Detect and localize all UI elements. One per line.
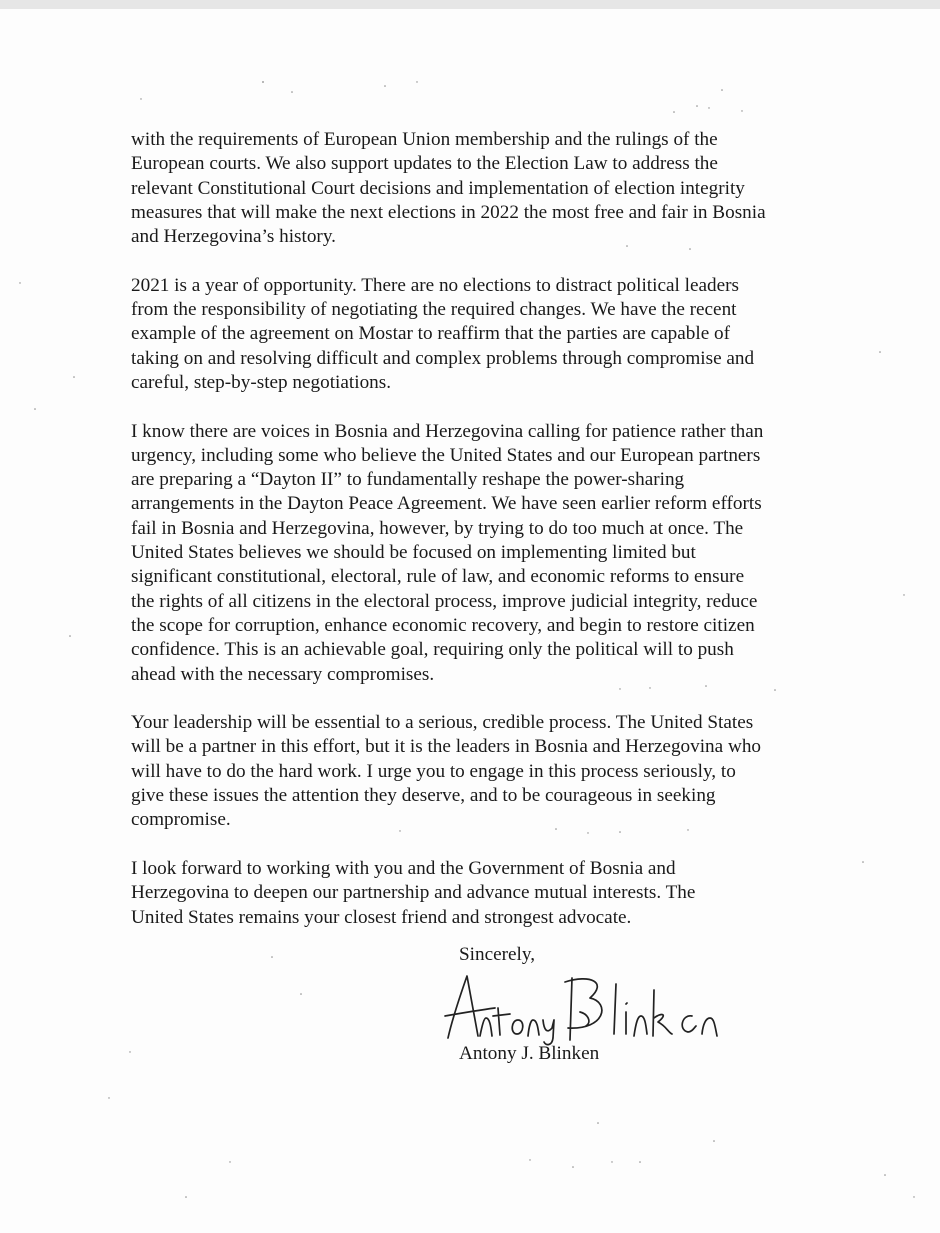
paragraph-4 (131, 711, 851, 832)
text-line: and Herzegovina’s history. (131, 226, 336, 248)
text-line: measures that will make the next elections in 2022 the most free and fair in Bosnia (131, 201, 766, 223)
text-line: are preparing a “Dayton II” to fundamentally reshape the power-sharing (131, 469, 685, 491)
text-line: 2021 is a year of opportunity. There are no elections to distract political leaders (131, 274, 739, 296)
text-line: with the requirements of European Union membership and the rulings of the (131, 129, 718, 150)
paragraph-1 (131, 128, 851, 249)
closing-salutation: Sincerely, (459, 944, 536, 965)
text-line: I know there are voices in Bosnia and Herzegovina calling for patience rather than (131, 420, 764, 442)
text-line: Your leadership will be essential to a serious, credible process. The United States (131, 712, 754, 734)
text-line: United States believes we should be focused on implementing limited but (131, 542, 696, 564)
paragraph-2 (131, 274, 851, 395)
text-line: United States remains your closest friend and strongest advocate. (131, 906, 632, 928)
text-line: give these issues the attention they deserve, and to be courageous in seeking (131, 785, 716, 807)
letter-body (131, 128, 851, 930)
text-line: careful, step-by-step negotiations. (131, 371, 392, 393)
handwritten-signature (440, 968, 730, 1046)
text-line: example of the agreement on Mostar to reaffirm that the parties are capable of (131, 323, 730, 345)
scan-top-edge (0, 0, 940, 9)
text-line: the scope for corruption, enhance economic recovery, and begin to restore citizen (131, 614, 755, 636)
text-line: relevant Constitutional Court decisions and implementation of election integrity (131, 177, 745, 199)
text-line: European courts. We also support updates to the Election Law to address the (131, 153, 718, 175)
text-line: from the responsibility of negotiating the required changes. We have the recent (131, 299, 737, 321)
text-line: I look forward to working with you and the Government of Bosnia and (131, 857, 676, 879)
text-line: ahead with the necessary compromises. (131, 663, 435, 685)
text-line: Herzegovina to deepen our partnership and advance mutual interests. The (131, 882, 696, 904)
paragraph-3 (131, 420, 851, 687)
text-line: taking on and resolving difficult and complex problems through compromise and (131, 347, 755, 369)
text-line: arrangements in the Dayton Peace Agreement. We have seen earlier reform efforts (131, 493, 762, 515)
text-line: will be a partner in this effort, but it is the leaders in Bosnia and Herzegovina who (131, 736, 762, 758)
text-line: will have to do the hard work. I urge you to engage in this process seriously, to (131, 760, 736, 782)
text-line: the rights of all citizens in the electoral process, improve judicial integrity, reduce (131, 590, 758, 612)
paragraph-5 (131, 857, 851, 930)
text-line: urgency, including some who believe the United States and our European partners (131, 444, 761, 466)
text-line: fail in Bosnia and Herzegovina, however, by trying to do too much at once. The (131, 517, 744, 539)
text-line: compromise. (131, 809, 231, 831)
signer-name: Antony J. Blinken (459, 1043, 600, 1064)
text-line: significant constitutional, electoral, rule of law, and economic reforms to ensure (131, 566, 745, 588)
text-line: confidence. This is an achievable goal, requiring only the political will to push (131, 639, 734, 661)
